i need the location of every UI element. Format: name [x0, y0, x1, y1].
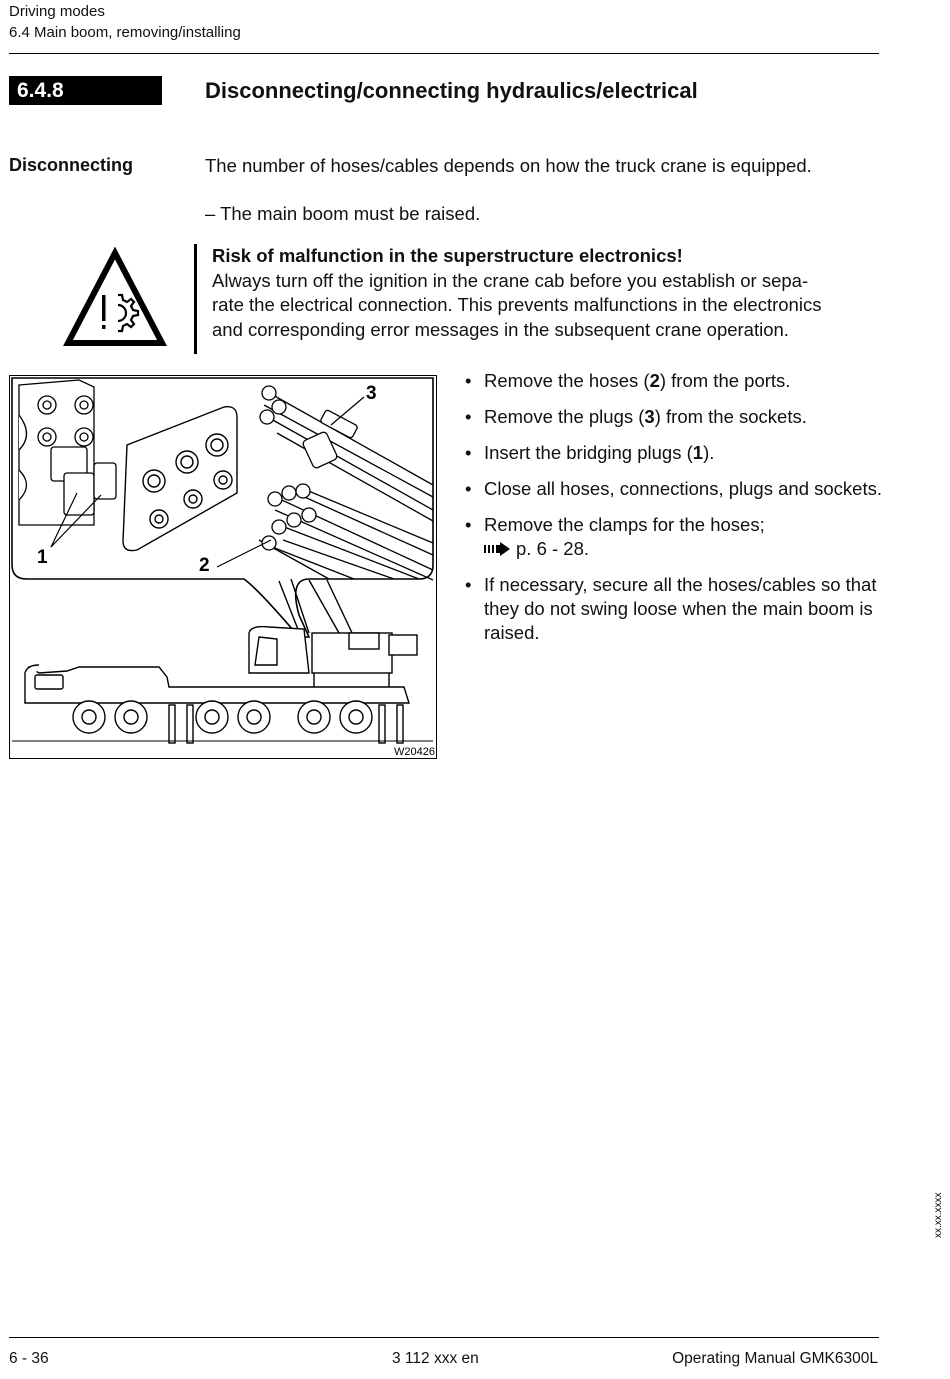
step-text: If necessary, secure all the hoses/cables so that they do not swing loose when the main boom is raised.: [484, 574, 877, 643]
intro-text: The number of hoses/cables depends on how the truck crane is equipped.: [205, 155, 812, 176]
side-code: [924, 1188, 950, 1248]
step-text: ) from the sockets.: [654, 406, 807, 427]
doc-number: 3 112 xxx en: [392, 1350, 479, 1367]
list-item: [465, 477, 885, 501]
bullet: •: [465, 442, 472, 463]
warning-title: Risk of malfunction in the superstructure electronics!: [212, 245, 683, 266]
section-header: 6.4 Main boom, removing/installing: [9, 24, 241, 41]
side-label: Disconnecting: [9, 155, 134, 175]
header-divider: [9, 53, 879, 54]
electronics-hazard-triangle-icon: [62, 247, 168, 349]
page-reference-link[interactable]: p. 6 - 28.: [516, 538, 590, 559]
list-item: [465, 369, 885, 393]
warning-line: Always turn off the ignition in the crane cab before you establish or sepa-: [212, 269, 809, 291]
step-text: ).: [703, 442, 715, 463]
step-text: Remove the plugs (: [484, 406, 645, 427]
warning-line: and corresponding error messages in the subsequent crane operation.: [212, 318, 789, 340]
footer-divider: [9, 1337, 879, 1338]
step-list: [465, 369, 885, 657]
callout-ref: 1: [692, 442, 704, 463]
step-text: Remove the hoses (: [484, 370, 650, 391]
list-item: [465, 405, 885, 429]
side-code-text: xx.xx.xxxx: [933, 1192, 944, 1238]
step-text: Remove the clamps for the hoses;: [484, 514, 765, 535]
bullet: •: [465, 514, 472, 535]
section-title: Disconnecting/connecting hydraulics/electrical: [205, 78, 698, 103]
manual-title: Operating Manual GMK6300L: [672, 1350, 878, 1367]
warning-box: [212, 244, 882, 342]
section-number: 6.4.8: [9, 76, 162, 105]
bullet: •: [465, 406, 472, 427]
step-text: Insert the bridging plugs (: [484, 442, 693, 463]
callout-2: 2: [199, 555, 210, 576]
crane-connections-figure: [9, 375, 437, 759]
list-item: [465, 441, 885, 465]
bullet: •: [465, 370, 472, 391]
precondition-text: – The main boom must be raised.: [205, 203, 481, 224]
warning-line: rate the electrical connection. This prevents malfunctions in the electronics: [212, 294, 822, 315]
step-text: ) from the ports.: [659, 370, 791, 391]
step-text: Close all hoses, connections, plugs and sockets.: [484, 478, 882, 499]
list-item: [465, 513, 885, 561]
callout-ref: 3: [644, 406, 655, 427]
figure-code: W20426: [394, 746, 435, 758]
callout-ref: 2: [649, 370, 660, 391]
page-reference-arrow-icon: [484, 537, 510, 561]
bullet: •: [465, 478, 472, 499]
callout-1: 1: [37, 547, 48, 568]
bullet: •: [465, 574, 472, 595]
page-number: 6 - 36: [9, 1350, 49, 1367]
list-item: [465, 573, 885, 645]
callout-3: 3: [366, 383, 377, 404]
chapter-header: Driving modes: [9, 3, 105, 20]
warning-bar: [194, 244, 197, 354]
